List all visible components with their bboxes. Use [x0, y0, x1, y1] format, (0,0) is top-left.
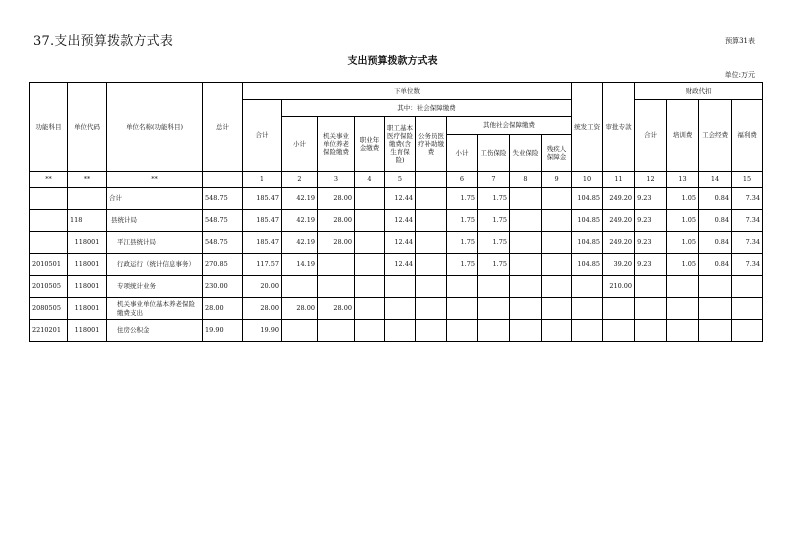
header-work-injury: 工伤保险 — [478, 135, 510, 172]
annuity-cell — [355, 210, 385, 232]
approved-cell: 249.20 — [603, 188, 635, 210]
header-welfare: 福利费 — [732, 100, 763, 172]
union-cell — [699, 276, 732, 298]
subtotal-cell: 28.00 — [282, 298, 318, 320]
total-cell: 19.90 — [203, 320, 243, 342]
work-injury-cell: 1.75 — [478, 232, 510, 254]
unit-code-cell: 118001 — [68, 254, 107, 276]
work-injury-cell: 1.75 — [478, 188, 510, 210]
index-cell: 7 — [478, 172, 510, 188]
training-cell: 1.05 — [667, 232, 699, 254]
civil-medical-cell — [416, 232, 447, 254]
training-cell: 1.05 — [667, 210, 699, 232]
civil-medical-cell — [416, 254, 447, 276]
sum-cell: 185.47 — [243, 232, 282, 254]
wage-cell — [572, 320, 603, 342]
union-cell: 0.84 — [699, 188, 732, 210]
fiscal-total-cell: 9.23 — [635, 188, 667, 210]
page-code: 预算31表 — [725, 37, 755, 45]
subtotal-cell: 42.19 — [282, 210, 318, 232]
medical-cell: 12.44 — [385, 254, 416, 276]
func-code-cell — [30, 232, 68, 254]
unit-code-cell — [68, 188, 107, 210]
unit-name-cell: 平江县统计局 — [107, 232, 203, 254]
total-cell: 548.75 — [203, 188, 243, 210]
func-code-cell — [30, 210, 68, 232]
index-cell: 10 — [572, 172, 603, 188]
header-unemployment: 失业保险 — [510, 135, 542, 172]
header-unit-name: 单位名称(功能科目) — [107, 83, 203, 172]
fiscal-total-cell — [635, 298, 667, 320]
disability-cell — [542, 276, 572, 298]
approved-cell: 39.20 — [603, 254, 635, 276]
header-training: 培训费 — [667, 100, 699, 172]
table-row — [30, 188, 763, 210]
other-subtotal-cell — [447, 276, 478, 298]
other-subtotal-cell: 1.75 — [447, 210, 478, 232]
header-social-security: 其中：社会保障缴费 — [282, 100, 572, 117]
other-subtotal-cell — [447, 320, 478, 342]
budget-table — [29, 82, 763, 342]
wage-cell: 104.85 — [572, 188, 603, 210]
header-total: 总计 — [203, 83, 243, 172]
wage-cell: 104.85 — [572, 254, 603, 276]
union-cell — [699, 320, 732, 342]
civil-medical-cell — [416, 320, 447, 342]
civil-medical-cell — [416, 188, 447, 210]
welfare-cell: 7.34 — [732, 188, 763, 210]
index-cell: 15 — [732, 172, 763, 188]
disability-cell — [542, 298, 572, 320]
index-cell: ** — [30, 172, 68, 188]
wage-cell: 104.85 — [572, 232, 603, 254]
annuity-cell — [355, 298, 385, 320]
subtotal-cell: 14.19 — [282, 254, 318, 276]
unit-code-cell: 118 — [68, 210, 107, 232]
approved-cell — [603, 320, 635, 342]
unit-name-cell: 合计 — [107, 188, 203, 210]
table-row — [30, 298, 763, 320]
work-injury-cell — [478, 298, 510, 320]
header-row-1 — [30, 83, 763, 100]
table-row — [30, 210, 763, 232]
header-civil-medical: 公务员医疗补助缴费 — [416, 117, 447, 172]
total-cell: 270.85 — [203, 254, 243, 276]
table-row — [30, 320, 763, 342]
annuity-cell — [355, 254, 385, 276]
training-cell — [667, 298, 699, 320]
unit-code-cell: 118001 — [68, 232, 107, 254]
fiscal-total-cell — [635, 276, 667, 298]
disability-cell — [542, 232, 572, 254]
index-cell: 9 — [542, 172, 572, 188]
welfare-cell — [732, 298, 763, 320]
medical-cell — [385, 276, 416, 298]
work-injury-cell: 1.75 — [478, 254, 510, 276]
welfare-cell — [732, 320, 763, 342]
wage-cell — [572, 298, 603, 320]
sum-cell: 28.00 — [243, 298, 282, 320]
welfare-cell — [732, 276, 763, 298]
approved-cell: 249.20 — [603, 210, 635, 232]
unemployment-cell — [510, 210, 542, 232]
annuity-cell — [355, 232, 385, 254]
header-unit-code: 单位代码 — [68, 83, 107, 172]
annuity-cell — [355, 276, 385, 298]
pension-cell: 28.00 — [318, 210, 355, 232]
index-cell: 4 — [355, 172, 385, 188]
table-row — [30, 276, 763, 298]
training-cell: 1.05 — [667, 188, 699, 210]
fiscal-total-cell: 9.23 — [635, 254, 667, 276]
index-cell: 6 — [447, 172, 478, 188]
table-row — [30, 232, 763, 254]
table-title: 支出预算拨款方式表 — [347, 56, 438, 67]
header-occupational-annuity: 职业年金缴费 — [355, 117, 385, 172]
index-cell: 5 — [385, 172, 416, 188]
fiscal-total-cell: 9.23 — [635, 210, 667, 232]
unemployment-cell — [510, 298, 542, 320]
work-injury-cell — [478, 320, 510, 342]
approved-cell: 210.00 — [603, 276, 635, 298]
training-cell — [667, 320, 699, 342]
union-cell: 0.84 — [699, 210, 732, 232]
unemployment-cell — [510, 276, 542, 298]
header-wage-payment: 统发工资 — [572, 83, 603, 172]
unit-name-cell: 住房公积金 — [107, 320, 203, 342]
index-cell: 2 — [282, 172, 318, 188]
sum-cell: 19.90 — [243, 320, 282, 342]
section-title: 37.支出预算拨款方式表 — [33, 34, 174, 49]
unemployment-cell — [510, 320, 542, 342]
training-cell: 1.05 — [667, 254, 699, 276]
other-subtotal-cell — [447, 298, 478, 320]
pension-cell: 28.00 — [318, 298, 355, 320]
sum-cell: 185.47 — [243, 188, 282, 210]
other-subtotal-cell: 1.75 — [447, 232, 478, 254]
pension-cell — [318, 320, 355, 342]
header-fiscal-agent: 财政代扣 — [635, 83, 763, 100]
fiscal-total-cell: 9.23 — [635, 232, 667, 254]
unit-code-cell: 118001 — [68, 298, 107, 320]
annuity-cell — [355, 320, 385, 342]
index-cell: 1 — [243, 172, 282, 188]
unit-name-cell: 专项统计业务 — [107, 276, 203, 298]
unemployment-cell — [510, 232, 542, 254]
subtotal-cell — [282, 276, 318, 298]
civil-medical-cell — [416, 276, 447, 298]
subtotal-cell: 42.19 — [282, 232, 318, 254]
medical-cell — [385, 298, 416, 320]
medical-cell: 12.44 — [385, 232, 416, 254]
unit-name-cell: 机关事业单位基本养老保险缴费支出 — [107, 298, 203, 320]
wage-cell — [572, 276, 603, 298]
index-cell: 13 — [667, 172, 699, 188]
approved-cell: 249.20 — [603, 232, 635, 254]
index-cell: ** — [107, 172, 203, 188]
other-subtotal-cell: 1.75 — [447, 254, 478, 276]
index-cell: 14 — [699, 172, 732, 188]
unit-label: 单位:万元 — [724, 71, 755, 79]
subtotal-cell: 42.19 — [282, 188, 318, 210]
work-injury-cell — [478, 276, 510, 298]
pension-cell — [318, 276, 355, 298]
total-cell: 28.00 — [203, 298, 243, 320]
unit-code-cell: 118001 — [68, 276, 107, 298]
annuity-cell — [355, 188, 385, 210]
welfare-cell: 7.34 — [732, 232, 763, 254]
welfare-cell: 7.34 — [732, 210, 763, 232]
header-pension: 机关事业单位养老保险缴费 — [318, 117, 355, 172]
union-cell: 0.84 — [699, 232, 732, 254]
pension-cell — [318, 254, 355, 276]
header-sum: 合计 — [243, 100, 282, 172]
disability-cell — [542, 188, 572, 210]
other-subtotal-cell: 1.75 — [447, 188, 478, 210]
unit-code-cell: 118001 — [68, 320, 107, 342]
unemployment-cell — [510, 188, 542, 210]
header-func-code: 功能科目 — [30, 83, 68, 172]
disability-cell — [542, 254, 572, 276]
total-cell: 548.75 — [203, 210, 243, 232]
total-cell: 548.75 — [203, 232, 243, 254]
subtotal-cell — [282, 320, 318, 342]
unit-name-cell: 县统计局 — [107, 210, 203, 232]
welfare-cell: 7.34 — [732, 254, 763, 276]
union-cell: 0.84 — [699, 254, 732, 276]
index-row — [30, 172, 763, 188]
index-cell: 8 — [510, 172, 542, 188]
func-code-cell: 2080505 — [30, 298, 68, 320]
index-cell — [203, 172, 243, 188]
header-subordinate-units: 下单位数 — [243, 83, 572, 100]
sum-cell: 20.00 — [243, 276, 282, 298]
total-cell: 230.00 — [203, 276, 243, 298]
training-cell — [667, 276, 699, 298]
medical-cell: 12.44 — [385, 188, 416, 210]
disability-cell — [542, 210, 572, 232]
union-cell — [699, 298, 732, 320]
medical-cell — [385, 320, 416, 342]
pension-cell: 28.00 — [318, 232, 355, 254]
unemployment-cell — [510, 254, 542, 276]
func-code-cell: 2210201 — [30, 320, 68, 342]
civil-medical-cell — [416, 298, 447, 320]
index-cell: 12 — [635, 172, 667, 188]
unit-name-cell: 行政运行（统计信息事务） — [107, 254, 203, 276]
header-fiscal-total: 合计 — [635, 100, 667, 172]
header-disability: 残疾人保障金 — [542, 135, 572, 172]
sum-cell: 117.57 — [243, 254, 282, 276]
header-union: 工会经费 — [699, 100, 732, 172]
table-row — [30, 254, 763, 276]
approved-cell — [603, 298, 635, 320]
header-approved-funds: 审批专款 — [603, 83, 635, 172]
index-cell: 3 — [318, 172, 355, 188]
header-medical: 职工基本医疗保险缴费(含生育保险) — [385, 117, 416, 172]
header-other-social: 其他社会保障缴费 — [447, 117, 572, 135]
work-injury-cell: 1.75 — [478, 210, 510, 232]
header-subtotal: 小计 — [282, 117, 318, 172]
index-cell — [416, 172, 447, 188]
wage-cell: 104.85 — [572, 210, 603, 232]
func-code-cell: 2010501 — [30, 254, 68, 276]
civil-medical-cell — [416, 210, 447, 232]
medical-cell: 12.44 — [385, 210, 416, 232]
disability-cell — [542, 320, 572, 342]
fiscal-total-cell — [635, 320, 667, 342]
index-cell: 11 — [603, 172, 635, 188]
func-code-cell — [30, 188, 68, 210]
index-cell: ** — [68, 172, 107, 188]
pension-cell: 28.00 — [318, 188, 355, 210]
header-other-subtotal: 小计 — [447, 135, 478, 172]
sum-cell: 185.47 — [243, 210, 282, 232]
func-code-cell: 2010505 — [30, 276, 68, 298]
